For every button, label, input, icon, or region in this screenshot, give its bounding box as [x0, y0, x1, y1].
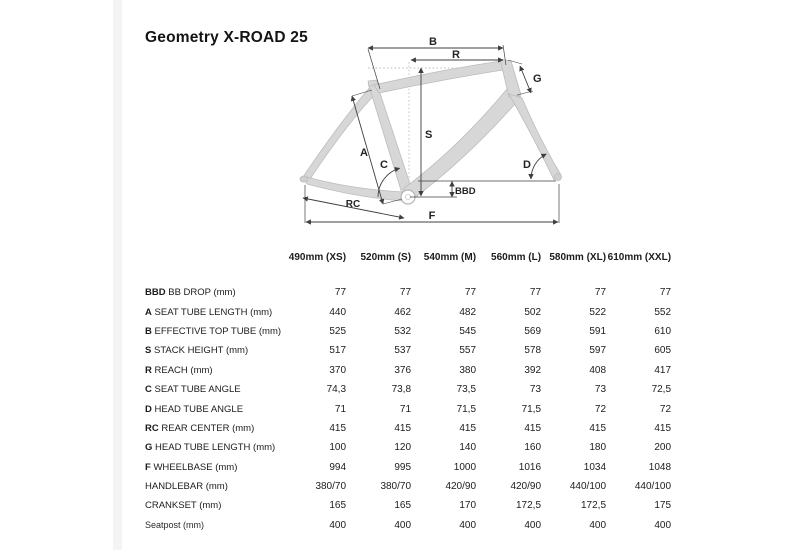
- table-row: [145, 302, 671, 321]
- label-A: A: [360, 147, 368, 159]
- label-B: B: [429, 36, 437, 48]
- row-label: Seatpost (mm): [145, 520, 205, 531]
- value-cell: 415: [524, 422, 542, 434]
- value-cell: 140: [459, 442, 477, 454]
- value-cell: 440/100: [634, 481, 672, 493]
- table-row: [145, 477, 671, 496]
- value-cell: 73: [594, 384, 607, 396]
- value-cell: 170: [459, 500, 477, 512]
- column-header: 520mm (S): [360, 252, 412, 263]
- value-cell: 415: [329, 422, 347, 434]
- front-dropout: [555, 174, 562, 181]
- value-cell: 200: [654, 442, 672, 454]
- value-cell: 73,8: [391, 384, 412, 396]
- table-row: [145, 399, 671, 418]
- geometry-table: [145, 252, 671, 535]
- value-cell: 376: [394, 364, 412, 376]
- row-label: D HEAD TUBE ANGLE: [145, 403, 244, 415]
- table-body: [145, 283, 671, 535]
- value-cell: 517: [329, 345, 347, 357]
- value-cell: 380/70: [315, 481, 347, 493]
- value-cell: 400: [589, 519, 607, 531]
- value-cell: 400: [459, 519, 477, 531]
- table-row: [145, 438, 671, 457]
- value-cell: 1034: [583, 461, 607, 473]
- value-cell: 415: [654, 422, 672, 434]
- value-cell: 1048: [648, 461, 672, 473]
- value-cell: 400: [329, 519, 347, 531]
- table-row: [145, 380, 671, 399]
- value-cell: 77: [464, 287, 477, 299]
- value-cell: 995: [394, 461, 412, 473]
- value-cell: 994: [329, 461, 347, 473]
- value-cell: 172,5: [516, 500, 542, 512]
- value-cell: 1016: [518, 461, 542, 473]
- table-corner-cell: [145, 252, 281, 283]
- value-cell: 440/100: [569, 481, 607, 493]
- table-row: [145, 361, 671, 380]
- table-row: [145, 458, 671, 477]
- value-cell: 502: [524, 306, 542, 318]
- label-C: C: [380, 159, 388, 171]
- value-cell: 417: [654, 364, 672, 376]
- row-label: C SEAT TUBE ANGLE: [145, 384, 241, 396]
- value-cell: 537: [394, 345, 412, 357]
- row-label: CRANKSET (mm): [145, 500, 222, 512]
- row-label: HANDLEBAR (mm): [145, 481, 228, 493]
- value-cell: 440: [329, 306, 347, 318]
- value-cell: 370: [329, 364, 347, 376]
- row-label: F WHEELBASE (mm): [145, 461, 238, 473]
- value-cell: 415: [589, 422, 607, 434]
- table-row: [145, 516, 671, 535]
- table-header-row: [145, 252, 671, 283]
- value-cell: 72,5: [651, 384, 672, 396]
- value-cell: 72: [594, 403, 607, 415]
- value-cell: 77: [594, 287, 607, 299]
- label-F: F: [428, 210, 436, 222]
- rear-dropout: [300, 176, 308, 182]
- top-tube: [374, 61, 509, 93]
- value-cell: 380: [459, 364, 477, 376]
- value-cell: 522: [589, 306, 607, 318]
- row-label: R REACH (mm): [145, 364, 213, 376]
- value-cell: 77: [334, 287, 347, 299]
- value-cell: 73,5: [456, 384, 477, 396]
- value-cell: 77: [659, 287, 672, 299]
- label-RC: RC: [345, 199, 361, 210]
- value-cell: 545: [459, 325, 477, 337]
- table-row: [145, 341, 671, 360]
- value-cell: 415: [459, 422, 477, 434]
- row-label: BBD BB DROP (mm): [145, 287, 236, 299]
- value-cell: 172,5: [581, 500, 607, 512]
- value-cell: 1000: [453, 461, 477, 473]
- table-row: [145, 496, 671, 515]
- bike-geometry-diagram: [295, 32, 575, 232]
- value-cell: 610: [654, 325, 672, 337]
- value-cell: 569: [524, 325, 542, 337]
- label-D: D: [523, 159, 531, 171]
- value-cell: 400: [654, 519, 672, 531]
- row-label: B EFFECTIVE TOP TUBE (mm): [145, 325, 282, 337]
- row-label: S STACK HEIGHT (mm): [145, 345, 249, 357]
- value-cell: 72: [659, 403, 672, 415]
- label-S: S: [425, 129, 433, 141]
- column-header: 560mm (L): [491, 252, 542, 263]
- value-cell: 597: [589, 345, 607, 357]
- value-cell: 175: [654, 500, 672, 512]
- value-cell: 392: [524, 364, 542, 376]
- value-cell: 420/90: [510, 481, 542, 493]
- label-BBD: BBD: [455, 186, 476, 197]
- value-cell: 525: [329, 325, 347, 337]
- value-cell: 462: [394, 306, 412, 318]
- dim-G: [520, 66, 531, 93]
- value-cell: 400: [524, 519, 542, 531]
- fork: [509, 94, 561, 180]
- label-R: R: [452, 49, 460, 61]
- value-cell: 420/90: [445, 481, 477, 493]
- page-edge-strip: [113, 0, 122, 550]
- value-cell: 74,3: [326, 384, 347, 396]
- value-cell: 165: [394, 500, 412, 512]
- row-label: A SEAT TUBE LENGTH (mm): [145, 306, 273, 318]
- value-cell: 557: [459, 345, 477, 357]
- value-cell: 415: [394, 422, 412, 434]
- value-cell: 71: [334, 403, 347, 415]
- value-cell: 605: [654, 345, 672, 357]
- value-cell: 180: [589, 442, 607, 454]
- column-header: 610mm (XXL): [607, 252, 672, 263]
- value-cell: 591: [589, 325, 607, 337]
- head-tube: [500, 59, 521, 97]
- column-header: 540mm (M): [423, 252, 477, 263]
- value-cell: 408: [589, 364, 607, 376]
- row-label: RC REAR CENTER (mm): [145, 422, 255, 434]
- value-cell: 120: [394, 442, 412, 454]
- value-cell: 165: [329, 500, 347, 512]
- value-cell: 71: [399, 403, 412, 415]
- table-row: [145, 322, 671, 341]
- value-cell: 100: [329, 442, 347, 454]
- value-cell: 160: [524, 442, 542, 454]
- value-cell: 77: [529, 287, 542, 299]
- row-label: G HEAD TUBE LENGTH (mm): [145, 442, 276, 454]
- value-cell: 482: [459, 306, 477, 318]
- seat-stays: [303, 86, 377, 182]
- value-cell: 73: [529, 384, 542, 396]
- value-cell: 552: [654, 306, 672, 318]
- value-cell: 578: [524, 345, 542, 357]
- value-cell: 71,5: [456, 403, 477, 415]
- value-cell: 71,5: [521, 403, 542, 415]
- column-header: 580mm (XL): [549, 252, 607, 263]
- seat-tube: [369, 84, 413, 200]
- table-row: [145, 283, 671, 302]
- chain-stays: [303, 177, 403, 201]
- page-title: Geometry X-ROAD 25: [145, 29, 308, 46]
- label-G: G: [533, 73, 542, 85]
- column-header: 490mm (XS): [288, 252, 347, 263]
- value-cell: 380/70: [380, 481, 412, 493]
- value-cell: 77: [399, 287, 412, 299]
- value-cell: 400: [394, 519, 412, 531]
- value-cell: 532: [394, 325, 412, 337]
- table-row: [145, 419, 671, 438]
